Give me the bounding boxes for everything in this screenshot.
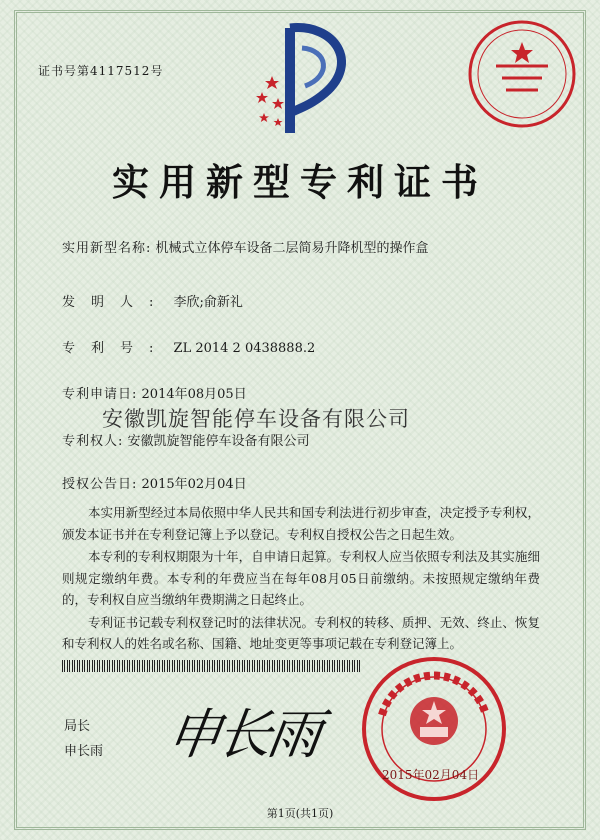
signer-name: 申长雨 <box>64 744 104 759</box>
field-value: 机械式立体停车设备二层简易升降机型的操作盒 <box>155 241 429 256</box>
field-value: 李欣;俞新礼 <box>173 295 243 310</box>
logo-inner <box>302 48 323 86</box>
logo-star-3 <box>272 98 284 109</box>
patentee-field <box>62 430 310 449</box>
company-overlay-text: 安徽凯旋智能停车设备有限公司 <box>102 407 410 431</box>
logo-star-5 <box>274 118 283 126</box>
field-label: 授权公告日: <box>62 477 138 492</box>
logo-arc <box>290 28 341 113</box>
seal-outer-ring <box>470 22 574 126</box>
field-value: 2014年08月05日 <box>141 387 247 402</box>
seal-date: 2015年02月04日 <box>382 768 480 782</box>
logo-star-2 <box>256 92 268 103</box>
signer-title: 局长 <box>64 719 91 734</box>
certificate-body <box>62 502 540 656</box>
field-value: ZL 2014 2 0438888.2 <box>173 341 316 356</box>
grant-date-field <box>62 473 247 492</box>
logo-star-4 <box>259 113 269 122</box>
seal-body <box>496 66 548 90</box>
certificate-number: 证书号第4117512号 <box>38 64 164 78</box>
barcode <box>62 660 362 672</box>
agency-seal <box>466 18 578 130</box>
emblem-gate <box>420 727 448 737</box>
body-paragraph: 专利证书记载专利权登记时的法律状况。专利权的转移、质押、无效、终止、恢复和专利权人的姓名或名称、国籍、地址变更等事项记载在专利登记簿上。 <box>62 614 540 651</box>
patent-number-field <box>62 337 315 356</box>
field-label: 专利号: <box>62 341 170 356</box>
field-label: 专利权人: <box>62 434 124 449</box>
field-value: 安徽凯旋智能停车设备有限公司 <box>127 434 310 449</box>
body-paragraph: 本专利的专利权期限为十年，自申请日起算。专利权人应当依照专利法及其实施细则规定缴纳年费。本专利的年费应当在每年08月05日前缴纳。未按照规定缴纳年费的，专利权自应当缴纳年费期满之日起终止。 <box>62 549 540 607</box>
logo-star-1 <box>265 76 279 89</box>
certificate-title: 实用新型专利证书 <box>112 160 488 204</box>
page-number: 第1页(共1页) <box>266 807 334 820</box>
body-paragraph: 本实用新型经过本局依照中华人民共和国专利法进行初步审查，决定授予专利权，颁发本证书并在专利登记簿上予以登记。专利权自授权公告之日起生效。 <box>62 505 540 542</box>
inventor-field <box>62 291 243 310</box>
seal-star <box>511 42 533 63</box>
field-label: 专利申请日: <box>62 387 138 402</box>
field-label: 发明人: <box>62 295 170 310</box>
utility-model-name-field <box>62 237 429 256</box>
application-date-field <box>62 383 247 402</box>
field-value: 2015年02月04日 <box>141 477 247 492</box>
field-label: 实用新型名称: <box>62 241 152 256</box>
handwritten-signature: 申长雨 <box>163 703 322 766</box>
patent-office-logo <box>250 18 360 138</box>
